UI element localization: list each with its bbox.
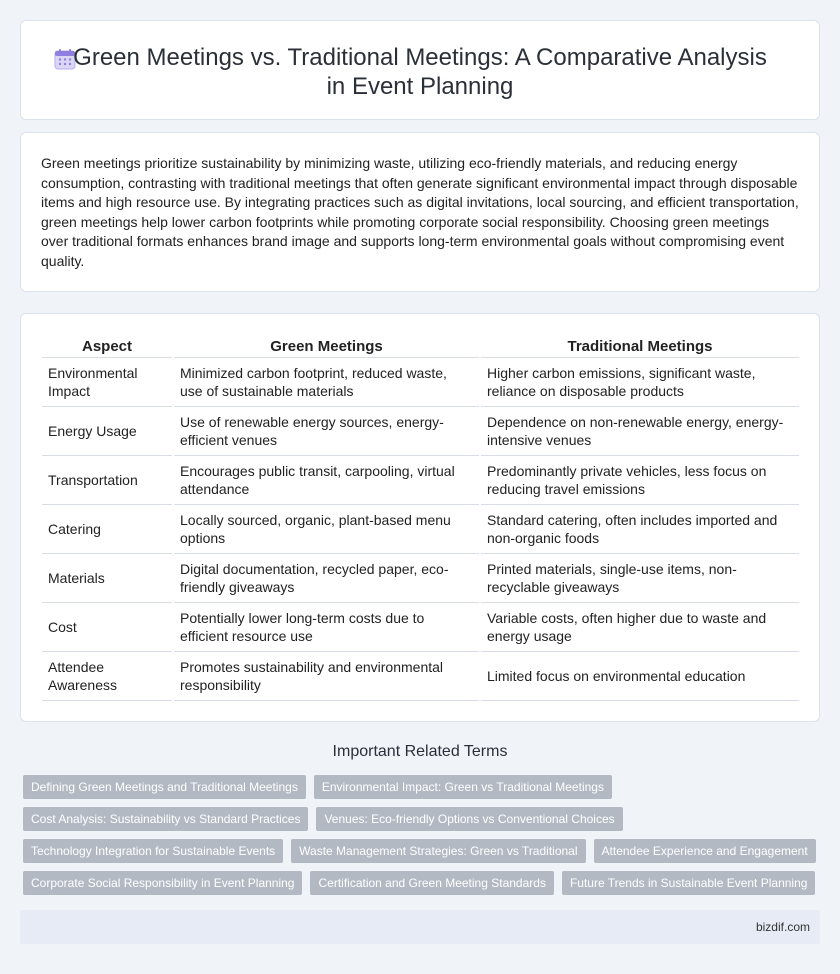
intro-card [20, 132, 820, 292]
related-term-tag[interactable]: Corporate Social Responsibility in Event Planning [23, 871, 302, 895]
table-cell-aspect: Environmental Impact [42, 358, 173, 407]
table-cell-green: Digital documentation, recycled paper, eco-friendly giveaways [173, 554, 480, 603]
table-cell-green: Encourages public transit, carpooling, virtual attendance [173, 456, 480, 505]
related-term-tag[interactable]: Future Trends in Sustainable Event Planning [562, 871, 815, 895]
table-cell-traditional: Variable costs, often higher due to waste and energy usage [480, 603, 799, 652]
footer [20, 910, 820, 944]
footer-site-link[interactable]: bizdif.com [755, 920, 810, 934]
table-row [42, 652, 799, 701]
table-cell-aspect: Energy Usage [42, 407, 173, 456]
column-header-aspect: Aspect [42, 336, 173, 358]
table-row [42, 358, 799, 407]
table-cell-aspect: Attendee Awareness [42, 652, 173, 701]
table-cell-aspect: Catering [42, 505, 173, 554]
table-row [42, 554, 799, 603]
table-row [42, 505, 799, 554]
table-cell-green: Potentially lower long-term costs due to efficient resource use [173, 603, 480, 652]
table-cell-green: Minimized carbon footprint, reduced waste, use of sustainable materials [173, 358, 480, 407]
tag-row [23, 807, 823, 831]
related-term-tag[interactable]: Cost Analysis: Sustainability vs Standard Practices [23, 807, 308, 831]
column-header-traditional: Traditional Meetings [480, 336, 799, 358]
tag-row [23, 775, 823, 799]
column-header-green: Green Meetings [173, 336, 480, 358]
related-term-tag[interactable]: Certification and Green Meeting Standards [310, 871, 553, 895]
table-row [42, 407, 799, 456]
table-row [42, 456, 799, 505]
table-cell-traditional: Higher carbon emissions, significant waste, reliance on disposable products [480, 358, 799, 407]
table-cell-traditional: Dependence on non-renewable energy, energy-intensive venues [480, 407, 799, 456]
tag-row [23, 839, 823, 863]
page-title: Green Meetings vs. Traditional Meetings: A Comparative Analysis in Event Planning [73, 44, 767, 100]
intro-paragraph: Green meetings prioritize sustainability by minimizing waste, utilizing eco-friendly materials, and reducing energy consumption, contrasting with traditional meetings that often generate significant environmental impact through disposable items and high resource use. By integrating practices such as digital invitations, local sourcing, and efficient transportation, green meetings help lower carbon footprints while promoting corporate social responsibility. Choosing green meetings over traditional formats enhances brand image and supports long-term environmental goals without compromising event quality. [41, 155, 799, 269]
header-card [20, 20, 820, 120]
related-term-tag[interactable]: Environmental Impact: Green vs Traditional Meetings [314, 775, 612, 799]
table-cell-traditional: Limited focus on environmental education [480, 652, 799, 701]
table-cell-green: Use of renewable energy sources, energy-efficient venues [173, 407, 480, 456]
related-term-tag[interactable]: Venues: Eco-friendly Options vs Conventional Choices [316, 807, 622, 831]
table-cell-green: Promotes sustainability and environmental responsibility [173, 652, 480, 701]
table-cell-aspect: Transportation [42, 456, 173, 505]
related-term-tag[interactable]: Waste Management Strategies: Green vs Traditional [291, 839, 585, 863]
table-cell-green: Locally sourced, organic, plant-based menu options [173, 505, 480, 554]
related-terms-title: Important Related Terms [332, 743, 508, 760]
comparison-table-card [20, 313, 820, 722]
related-term-tag[interactable]: Attendee Experience and Engagement [594, 839, 816, 863]
table-row [42, 603, 799, 652]
comparison-table [42, 336, 799, 701]
table-cell-traditional: Printed materials, single-use items, non-recyclable giveaways [480, 554, 799, 603]
related-term-tag[interactable]: Technology Integration for Sustainable Events [23, 839, 283, 863]
table-cell-traditional: Standard catering, often includes imported and non-organic foods [480, 505, 799, 554]
tag-row [23, 871, 823, 895]
table-cell-aspect: Materials [42, 554, 173, 603]
table-header-row [42, 336, 799, 358]
table-cell-aspect: Cost [42, 603, 173, 652]
related-terms-list [23, 775, 823, 903]
table-cell-traditional: Predominantly private vehicles, less focus on reducing travel emissions [480, 456, 799, 505]
related-term-tag[interactable]: Defining Green Meetings and Traditional Meetings [23, 775, 306, 799]
